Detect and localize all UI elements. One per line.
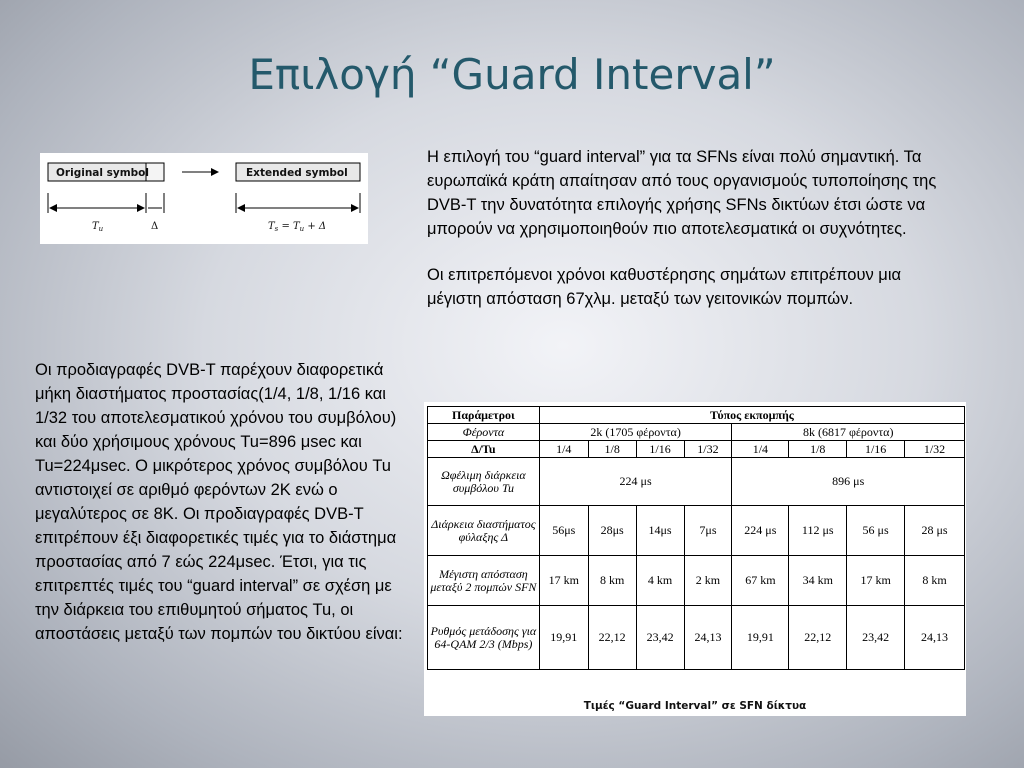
right-paragraph-1: Η επιλογή του “guard interval” για τα SFNs είναι πολύ σημαντική. Τα ευρωπαϊκά κράτη απαίτησαν από τους οργανισμούς τυποποίησης της DVB-T την δυνατότητα επιλογής χρήσης SFNs δικτύων έτσι ώστε να μπορούν να χρησιμοποιηθούν πιο αποτελεσματικά οι συχνότητες. <box>427 148 937 238</box>
ratio-cell: 1/8 <box>789 441 847 458</box>
carriers-label: Φέροντα <box>428 424 540 441</box>
header-type: Τύπος εκπομπής <box>539 407 964 424</box>
table-row <box>428 424 965 441</box>
rate-cell: 19,91 <box>539 606 588 670</box>
delta-label: Δ <box>151 221 159 232</box>
distance-label: Μέγιστη απόσταση μεταξύ 2 πομπών SFN <box>428 556 540 606</box>
guard-cell: 7μs <box>684 506 732 556</box>
rate-cell: 22,12 <box>588 606 636 670</box>
right-paragraph-2: Οι επιτρεπόμενοι χρόνοι καθυστέρησης σημάτων επιτρέπουν μια μέγιστη απόσταση 67χλμ. μεταξύ των γειτονικών πομπών. <box>427 266 902 308</box>
ratio-cell: 1/4 <box>539 441 588 458</box>
distance-cell: 8 km <box>588 556 636 606</box>
table-row <box>428 441 965 458</box>
tu-label: $T_u$ <box>92 221 104 233</box>
extended-symbol-label: Extended symbol <box>246 167 348 179</box>
guard-cell: 14μs <box>636 506 684 556</box>
guard-cell: 56μs <box>539 506 588 556</box>
left-paragraph: Οι προδιαγραφές DVB-T παρέχουν διαφορετικά μήκη διαστήματος προστασίας(1/4, 1/8, 1/16 και 1/32 του αποτελεσματικού χρόνου του συμβόλου) και δύο χρήσιμους χρόνους Tu=896 μsec και Tu=224μsec. Ο μικρότερος χρόνος συμβόλου Tu αντιστοιχεί σε αριθμό φερόντων 2K ενώ ο μεγαλύτερος σε 8K. Οι προδιαγραφές DVB-T επιτρέπουν έξι διαφορετικές τιμές για το διάστημα προστασίας από 7 εώς 224μsec. Έτσι, για τις επιτρεπτές τιμές του “guard interval” σε σχέση με την διάρκεια του επιθυμητού σήματος Tu, οι αποστάσεις μεταξύ των πομπών του δικτύου είναι: <box>35 361 403 643</box>
symbol-extension-diagram <box>40 153 368 244</box>
useful-label: Ωφέλιμη διάρκεια συμβόλου Tu <box>428 458 540 506</box>
guard-cell: 112 μs <box>789 506 847 556</box>
ratio-cell: 1/8 <box>588 441 636 458</box>
guard-interval-table-image <box>424 402 966 716</box>
symbol-diagram-svg <box>40 153 368 244</box>
guard-cell: 28 μs <box>905 506 965 556</box>
rate-cell: 22,12 <box>789 606 847 670</box>
distance-cell: 17 km <box>539 556 588 606</box>
distance-cell: 67 km <box>732 556 789 606</box>
original-symbol-label: Original symbol <box>56 167 149 179</box>
ratio-cell: 1/4 <box>732 441 789 458</box>
table-row <box>428 606 965 670</box>
guard-cell: 28μs <box>588 506 636 556</box>
table-row <box>428 556 965 606</box>
useful-8k: 896 μs <box>732 458 965 506</box>
distance-cell: 4 km <box>636 556 684 606</box>
distance-cell: 34 km <box>789 556 847 606</box>
useful-2k: 224 μs <box>539 458 732 506</box>
guard-cell: 224 μs <box>732 506 789 556</box>
rate-cell: 19,91 <box>732 606 789 670</box>
table-row <box>428 506 965 556</box>
rate-cell: 24,13 <box>905 606 965 670</box>
ratio-cell: 1/32 <box>905 441 965 458</box>
distance-cell: 2 km <box>684 556 732 606</box>
slide-title: Επιλογή “Guard Interval” <box>248 50 776 99</box>
ratio-cell: 1/32 <box>684 441 732 458</box>
ts-formula: $T_s = T_u + \Delta$ <box>268 221 327 233</box>
ratio-cell: 1/16 <box>847 441 905 458</box>
ratio-label: Δ/Tu <box>428 441 540 458</box>
rate-cell: 23,42 <box>636 606 684 670</box>
header-param: Παράμετροι <box>428 407 540 424</box>
guard-interval-table <box>427 406 965 670</box>
table-row <box>428 407 965 424</box>
right-text-block <box>427 145 947 333</box>
guard-cell: 56 μs <box>847 506 905 556</box>
carriers-8k: 8k (6817 φέροντα) <box>732 424 965 441</box>
distance-cell: 17 km <box>847 556 905 606</box>
table-row <box>428 458 965 506</box>
ratio-cell: 1/16 <box>636 441 684 458</box>
distance-cell: 8 km <box>905 556 965 606</box>
table-caption: Τιμές “Guard Interval” σε SFN δίκτυα <box>583 700 807 712</box>
rate-label: Ρυθμός μετάδοσης για 64-QAM 2/3 (Mbps) <box>428 606 540 670</box>
guard-label: Διάρκεια διαστήματος φύλαξης Δ <box>428 506 540 556</box>
rate-cell: 23,42 <box>847 606 905 670</box>
carriers-2k: 2k (1705 φέροντα) <box>539 424 732 441</box>
rate-cell: 24,13 <box>684 606 732 670</box>
